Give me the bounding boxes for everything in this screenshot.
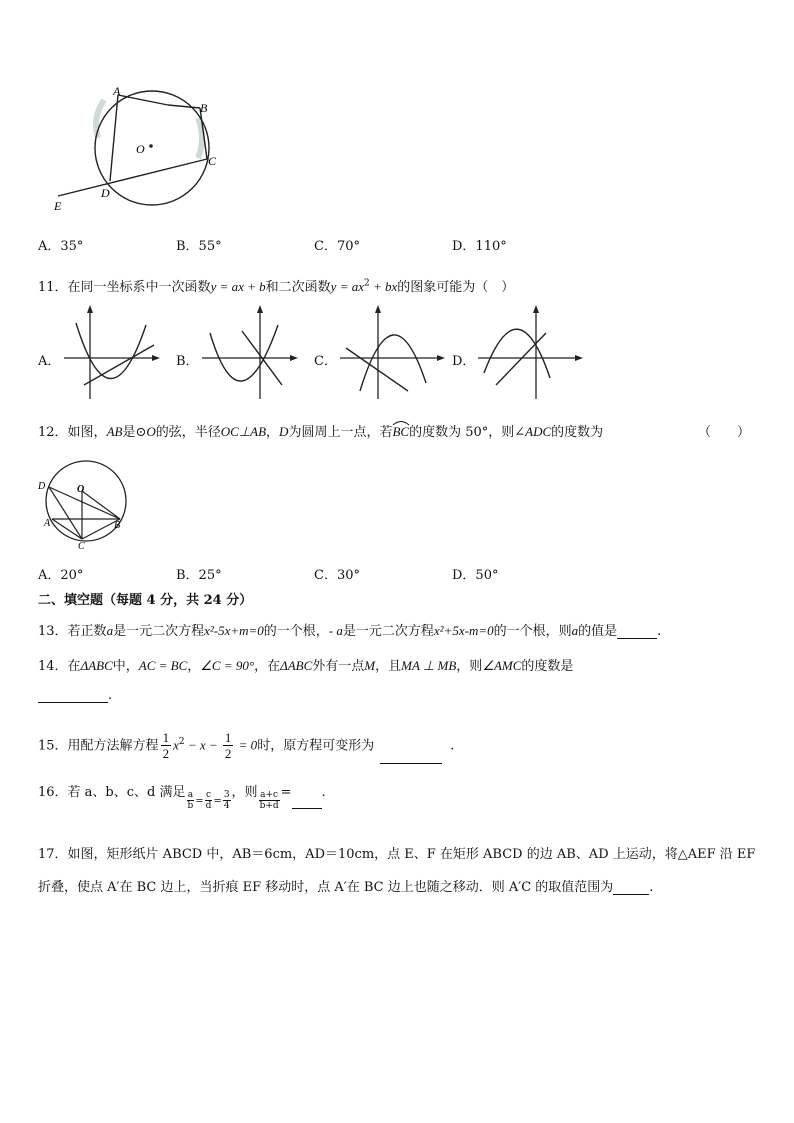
q14-text-6: ，且 [375,659,402,674]
q13-text-5: 的一个根，则 [493,624,572,639]
q15-fraction-half-2 [223,730,234,761]
q16-frac-ab [187,790,195,811]
q11-quadratic-tail: + bx [369,279,398,294]
q12-text-5: 为圆周上一点，若 [288,425,393,440]
q11-linear-function: y = ax + b [210,279,266,294]
q15-number: 15． [38,738,68,754]
q10-option-d[interactable]: D．110° [452,239,507,254]
q13-neg-a: - a [328,623,343,638]
q12-option-c[interactable]: C．30° [314,568,360,583]
q15-frac2-num: 1 [224,730,232,746]
q17-line-2 [38,876,653,895]
q13-equation-1: x²-5x+m=0 [204,623,264,638]
q11-stem [38,276,514,295]
q15-eq-zero: = 0 [235,737,258,753]
q16-text-2: ，则 [231,785,258,800]
q13-text-3: 的一个根， [263,624,329,639]
q13-text-4: 是一元二次方程 [342,624,434,639]
q14-stem [38,655,573,674]
q12-option-b[interactable]: B．25° [176,568,222,583]
q10-option-b[interactable]: B．55° [176,239,222,254]
q11-option-a[interactable]: A． [38,354,61,369]
q16-eq-3: = [280,785,292,800]
q15-text-1: 用配方法解方程 [67,738,159,754]
q11-graph-c [338,303,448,403]
q11-option-d[interactable]: D． [452,354,476,369]
q11-number: 11． [38,280,68,295]
q14-text-1: 在 [67,659,81,674]
q11-graph-d [476,303,586,403]
q14-text-7: ，则 [456,659,483,674]
q14-answer-line [38,688,112,703]
q14-text-2: 中， [112,659,139,674]
q16-frac4-num: a+c [260,790,279,800]
q13-answer-blank[interactable] [617,625,657,639]
q15-frac-num: 1 [162,730,170,746]
q14-number: 14． [38,659,68,674]
q16-frac-34 [223,790,231,811]
q16-frac1-num: a [187,790,194,800]
q15-exponent: 2 [178,737,185,747]
q12-text-4: ， [266,425,280,440]
q14-triangle-2: ΔABC [280,658,313,673]
q12-text-1: 如图， [67,425,107,440]
label-A: A [113,84,121,98]
q11-quadratic-function: y = ax [330,279,364,294]
q14-cond-3: MA ⊥ MB [401,658,457,673]
label-C: C [208,154,217,168]
q11-graph-b [200,303,300,403]
q15-answer-blank[interactable] [380,750,442,764]
q16-frac4-den: b+d [259,801,279,811]
q14-triangle-1: ΔABC [80,658,113,673]
q15-end: . [450,738,455,754]
q11-option-b[interactable]: B． [176,354,199,369]
q11-quadratic-exponent: 2 [363,278,370,289]
q14-cond-2: ∠C = 90° [200,658,255,673]
q15-mid: − x − [184,737,221,753]
q12-option-d[interactable]: D．50° [452,568,499,583]
q17-answer-blank[interactable] [613,881,649,895]
section-title-fill-blanks: 二、填空题（每题 4 分，共 24 分） [38,593,253,608]
q11-text-pre: 在同一坐标系中一次函数 [67,280,211,295]
q12-angle-adc: ADC [525,424,552,439]
q12-number: 12． [38,425,68,440]
q10-circle-figure [40,78,240,218]
q13-number: 13． [38,624,68,639]
q12-oc-perp-ab: OC⊥AB [220,424,267,439]
q17-line-2-text: 折叠，使点 A′在 BC 边上，当折痕 EF 移动时，点 A′在 BC 边上也随之移动．则 A′C 的取值范围为 [38,880,614,895]
q13-text-2: 是一元二次方程 [113,624,205,639]
q11-graph-a [62,303,162,403]
label-O: O [136,142,145,156]
q12-chord-ab: AB [106,424,123,439]
q15-frac-den: 2 [162,746,170,762]
q12-text-7: 的度数为 [551,425,604,440]
q16-stem [38,778,326,809]
q16-frac-sum [259,790,280,811]
label-E: E [54,199,62,213]
q12-label-B: B [114,520,121,531]
q17-end: . [649,880,654,895]
q12-circle-figure [36,455,136,555]
q14-angle-amc: ∠AMC [482,658,522,673]
label-B: B [200,101,208,115]
q12-text-6: 的度数为 50°，则∠ [409,425,526,440]
q15-frac2-den: 2 [224,746,232,762]
q13-text-1: 若正数 [67,624,107,639]
q14-point-m: M [364,658,376,673]
q16-eq-1: = [195,796,204,807]
q12-arc-bc-label: BC [392,424,410,439]
q12-label-O: O [77,484,85,495]
arc-mark-icon [392,420,410,426]
q16-frac-cd [205,790,213,811]
q14-text-8: 的度数是 [521,659,574,674]
q13-stem [38,620,661,639]
q12-text-2: 是⊙ [122,425,147,440]
q14-end: . [108,688,113,703]
q10-option-c[interactable]: C．70° [314,239,360,254]
q13-text-6: 的值是 [578,624,618,639]
q12-answer-paren: （ ） [698,425,751,440]
q10-option-a[interactable]: A．35° [38,239,84,254]
q16-answer-blank[interactable] [292,795,322,809]
q12-point-d: D [279,424,289,439]
q13-equation-2: x²+5x-m=0 [433,623,494,638]
q16-frac2-num: c [206,790,212,800]
q11-option-c[interactable]: C． [314,354,337,369]
q14-text-3: ， [187,659,201,674]
q17-line-1: 17．如图，矩形纸片 ABCD 中，AB＝6cm，AD＝10cm，点 E、F 在矩形 ABCD 的边 AB、AD 上运动，将△AEF 沿 EF [38,847,756,862]
q15-text-2: 时，原方程可变形为 [257,738,375,754]
q14-answer-blank[interactable] [38,689,108,703]
q15-fraction-half [161,730,172,761]
q11-text-mid: 和二次函数 [265,280,331,295]
q16-frac1-den: b [187,801,194,811]
q13-end: . [657,624,662,639]
q16-number: 16． [38,785,68,800]
q16-frac2-den: d [205,801,212,811]
q12-stem [38,421,603,440]
q15-var-x: x [173,737,179,753]
q15-stem [38,724,454,764]
q16-eq-2: = [213,796,222,807]
q12-arc-bc [392,424,409,439]
q16-end: . [321,785,326,800]
q16-text-1: 若 a、b、c、d 满足 [67,785,186,800]
q12-label-D: D [38,481,46,492]
q13-var-a: a [106,623,114,638]
q16-frac3-den: 4 [223,801,230,811]
q14-text-4: ，在 [254,659,281,674]
q12-label-A: A [44,518,51,529]
q12-label-C: C [78,541,85,552]
q12-text-3: 的弦，半径 [155,425,221,440]
q13-var-a-2: a [571,623,579,638]
q14-cond-1: AC = BC [138,658,188,673]
q12-center-o: O [146,424,156,439]
q16-frac3-num: 3 [223,790,230,800]
q11-text-post: 的图象可能为（ ） [397,280,515,295]
label-D: D [101,186,110,200]
q12-option-a[interactable]: A．20° [38,568,84,583]
q14-text-5: 外有一点 [312,659,365,674]
